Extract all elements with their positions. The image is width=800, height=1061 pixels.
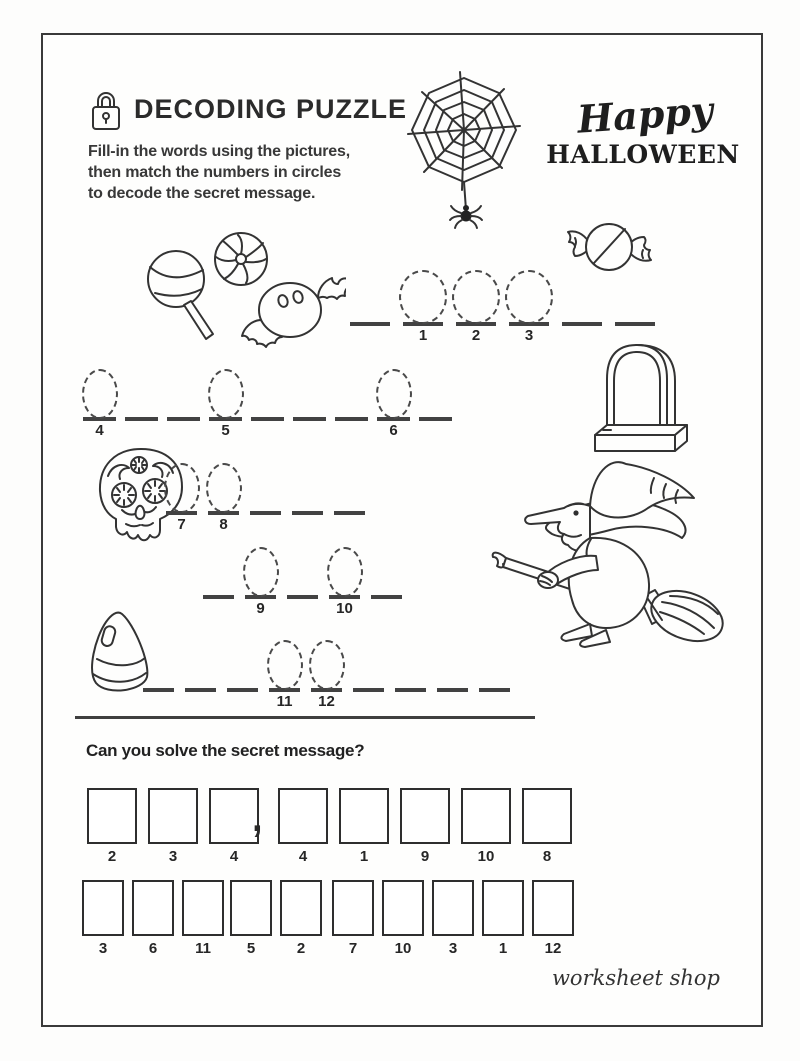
answer-slot[interactable] [395,636,426,692]
message-box[interactable] [400,788,450,865]
message-box-group [87,788,259,865]
answer-slot-circled[interactable] [83,365,116,439]
answer-slot[interactable] [419,365,452,421]
answer-slot-circled[interactable] [403,266,443,344]
dashed-circle [376,369,412,419]
circle-number: 12 [318,693,335,710]
message-box[interactable] [432,880,474,957]
dashed-circle [267,640,303,690]
box-number: 3 [98,940,108,957]
instruction-line: then match the numbers in circles [88,164,342,181]
circle-number: 9 [256,600,265,617]
answer-slot[interactable] [203,543,234,599]
answer-slot[interactable] [251,365,284,421]
answer-slot[interactable] [185,636,216,692]
dashed-circle [206,463,242,513]
secret-message-heading: Can you solve the secret message? [86,741,365,760]
message-box[interactable] [278,788,328,865]
dashed-circle [208,369,244,419]
page-title: DECODING PUZZLE [134,94,408,124]
word-row-skull [166,459,365,533]
answer-slot[interactable] [167,365,200,421]
box-number: 8 [542,848,552,865]
happy-script-text: Happy [575,87,715,142]
message-box[interactable] [148,788,198,865]
answer-slot[interactable] [125,365,158,421]
box-number: 10 [477,848,495,865]
answer-slot-circled[interactable] [208,459,239,533]
message-box[interactable] [482,880,524,957]
answer-slot-circled[interactable] [269,636,300,710]
message-box-group [278,788,572,865]
word-row-witch [203,543,402,617]
answer-slot[interactable] [227,636,258,692]
dashed-circle [309,640,345,690]
word-row-candy-corn [143,636,510,710]
instruction-line: to decode the secret message. [88,185,316,202]
spider-icon [450,205,482,228]
message-box[interactable] [339,788,389,865]
box-number: 4 [229,848,239,865]
circle-number: 6 [389,422,398,439]
wrapped-candy-face-icon [232,260,346,358]
answer-slot[interactable] [437,636,468,692]
message-box[interactable] [532,880,574,957]
box-number: 3 [448,940,458,957]
message-box-group [82,880,224,957]
message-box[interactable] [182,880,224,957]
brand-signature: worksheet shop [551,966,720,990]
box-number: 2 [296,940,306,957]
message-box[interactable] [280,880,322,957]
word-row-tombstone [83,365,452,439]
circle-number: 7 [177,516,186,533]
answer-slot[interactable] [292,459,323,515]
message-box[interactable] [522,788,572,865]
dashed-circle [505,270,553,324]
answer-slot-circled[interactable] [311,636,342,710]
message-box[interactable] [382,880,424,957]
witch-icon [490,444,726,648]
dashed-circle [327,547,363,597]
answer-slot[interactable] [334,459,365,515]
circle-number: 3 [524,327,534,344]
circle-number: 8 [219,516,228,533]
box-number: 3 [168,848,178,865]
box-number: 6 [148,940,158,957]
circle-number: 11 [276,693,293,710]
dashed-circle [164,463,200,513]
box-number: 12 [544,940,562,957]
box-number: 1 [498,940,508,957]
word-row-candies [350,266,655,344]
message-box[interactable] [230,880,272,957]
message-box-group [230,880,322,957]
answer-slot-circled[interactable] [329,543,360,617]
box-number: 2 [107,848,117,865]
lock-icon [86,88,126,134]
circle-number: 4 [95,422,104,439]
answer-slot-circled[interactable] [456,266,496,344]
circle-number: 5 [221,422,230,439]
box-number: 7 [348,940,358,957]
message-box[interactable] [332,880,374,957]
halloween-caps-text: HALLOWEEN [546,140,740,169]
answer-slot[interactable] [250,459,281,515]
answer-slot[interactable] [335,365,368,421]
dashed-circle [82,369,118,419]
message-box[interactable] [461,788,511,865]
answer-slot-circled[interactable] [166,459,197,533]
message-box[interactable] [82,880,124,957]
answer-slot[interactable] [287,543,318,599]
answer-slot[interactable] [350,266,390,326]
answer-slot-circled[interactable] [245,543,276,617]
box-number: 9 [420,848,430,865]
answer-slot[interactable] [293,365,326,421]
dashed-circle [243,547,279,597]
box-number: 11 [195,940,211,957]
tombstone-icon [583,331,695,457]
answer-slot-circled[interactable] [377,365,410,439]
answer-slot[interactable] [371,543,402,599]
answer-slot-circled[interactable] [209,365,242,439]
dashed-circle [452,270,500,324]
circle-number: 1 [418,327,428,344]
answer-slot[interactable] [353,636,384,692]
dashed-circle [399,270,447,324]
answer-slot[interactable] [615,266,655,326]
spider-web-icon [400,64,530,236]
answer-slot-circled[interactable] [509,266,549,344]
instructions [88,141,350,204]
box-number: 4 [298,848,308,865]
section-divider [75,716,535,719]
box-number: 1 [359,848,369,865]
circle-number: 10 [336,600,353,617]
box-number: 5 [246,940,256,957]
answer-slot[interactable] [143,636,174,692]
message-box[interactable] [132,880,174,957]
answer-slot[interactable] [479,636,510,692]
message-box-group [332,880,574,957]
box-number: 10 [394,940,412,957]
answer-slot[interactable] [562,266,602,326]
instruction-line: Fill-in the words using the pictures, [88,143,350,160]
comma-separator: , [252,798,263,840]
message-box[interactable] [87,788,137,865]
circle-number: 2 [471,327,481,344]
